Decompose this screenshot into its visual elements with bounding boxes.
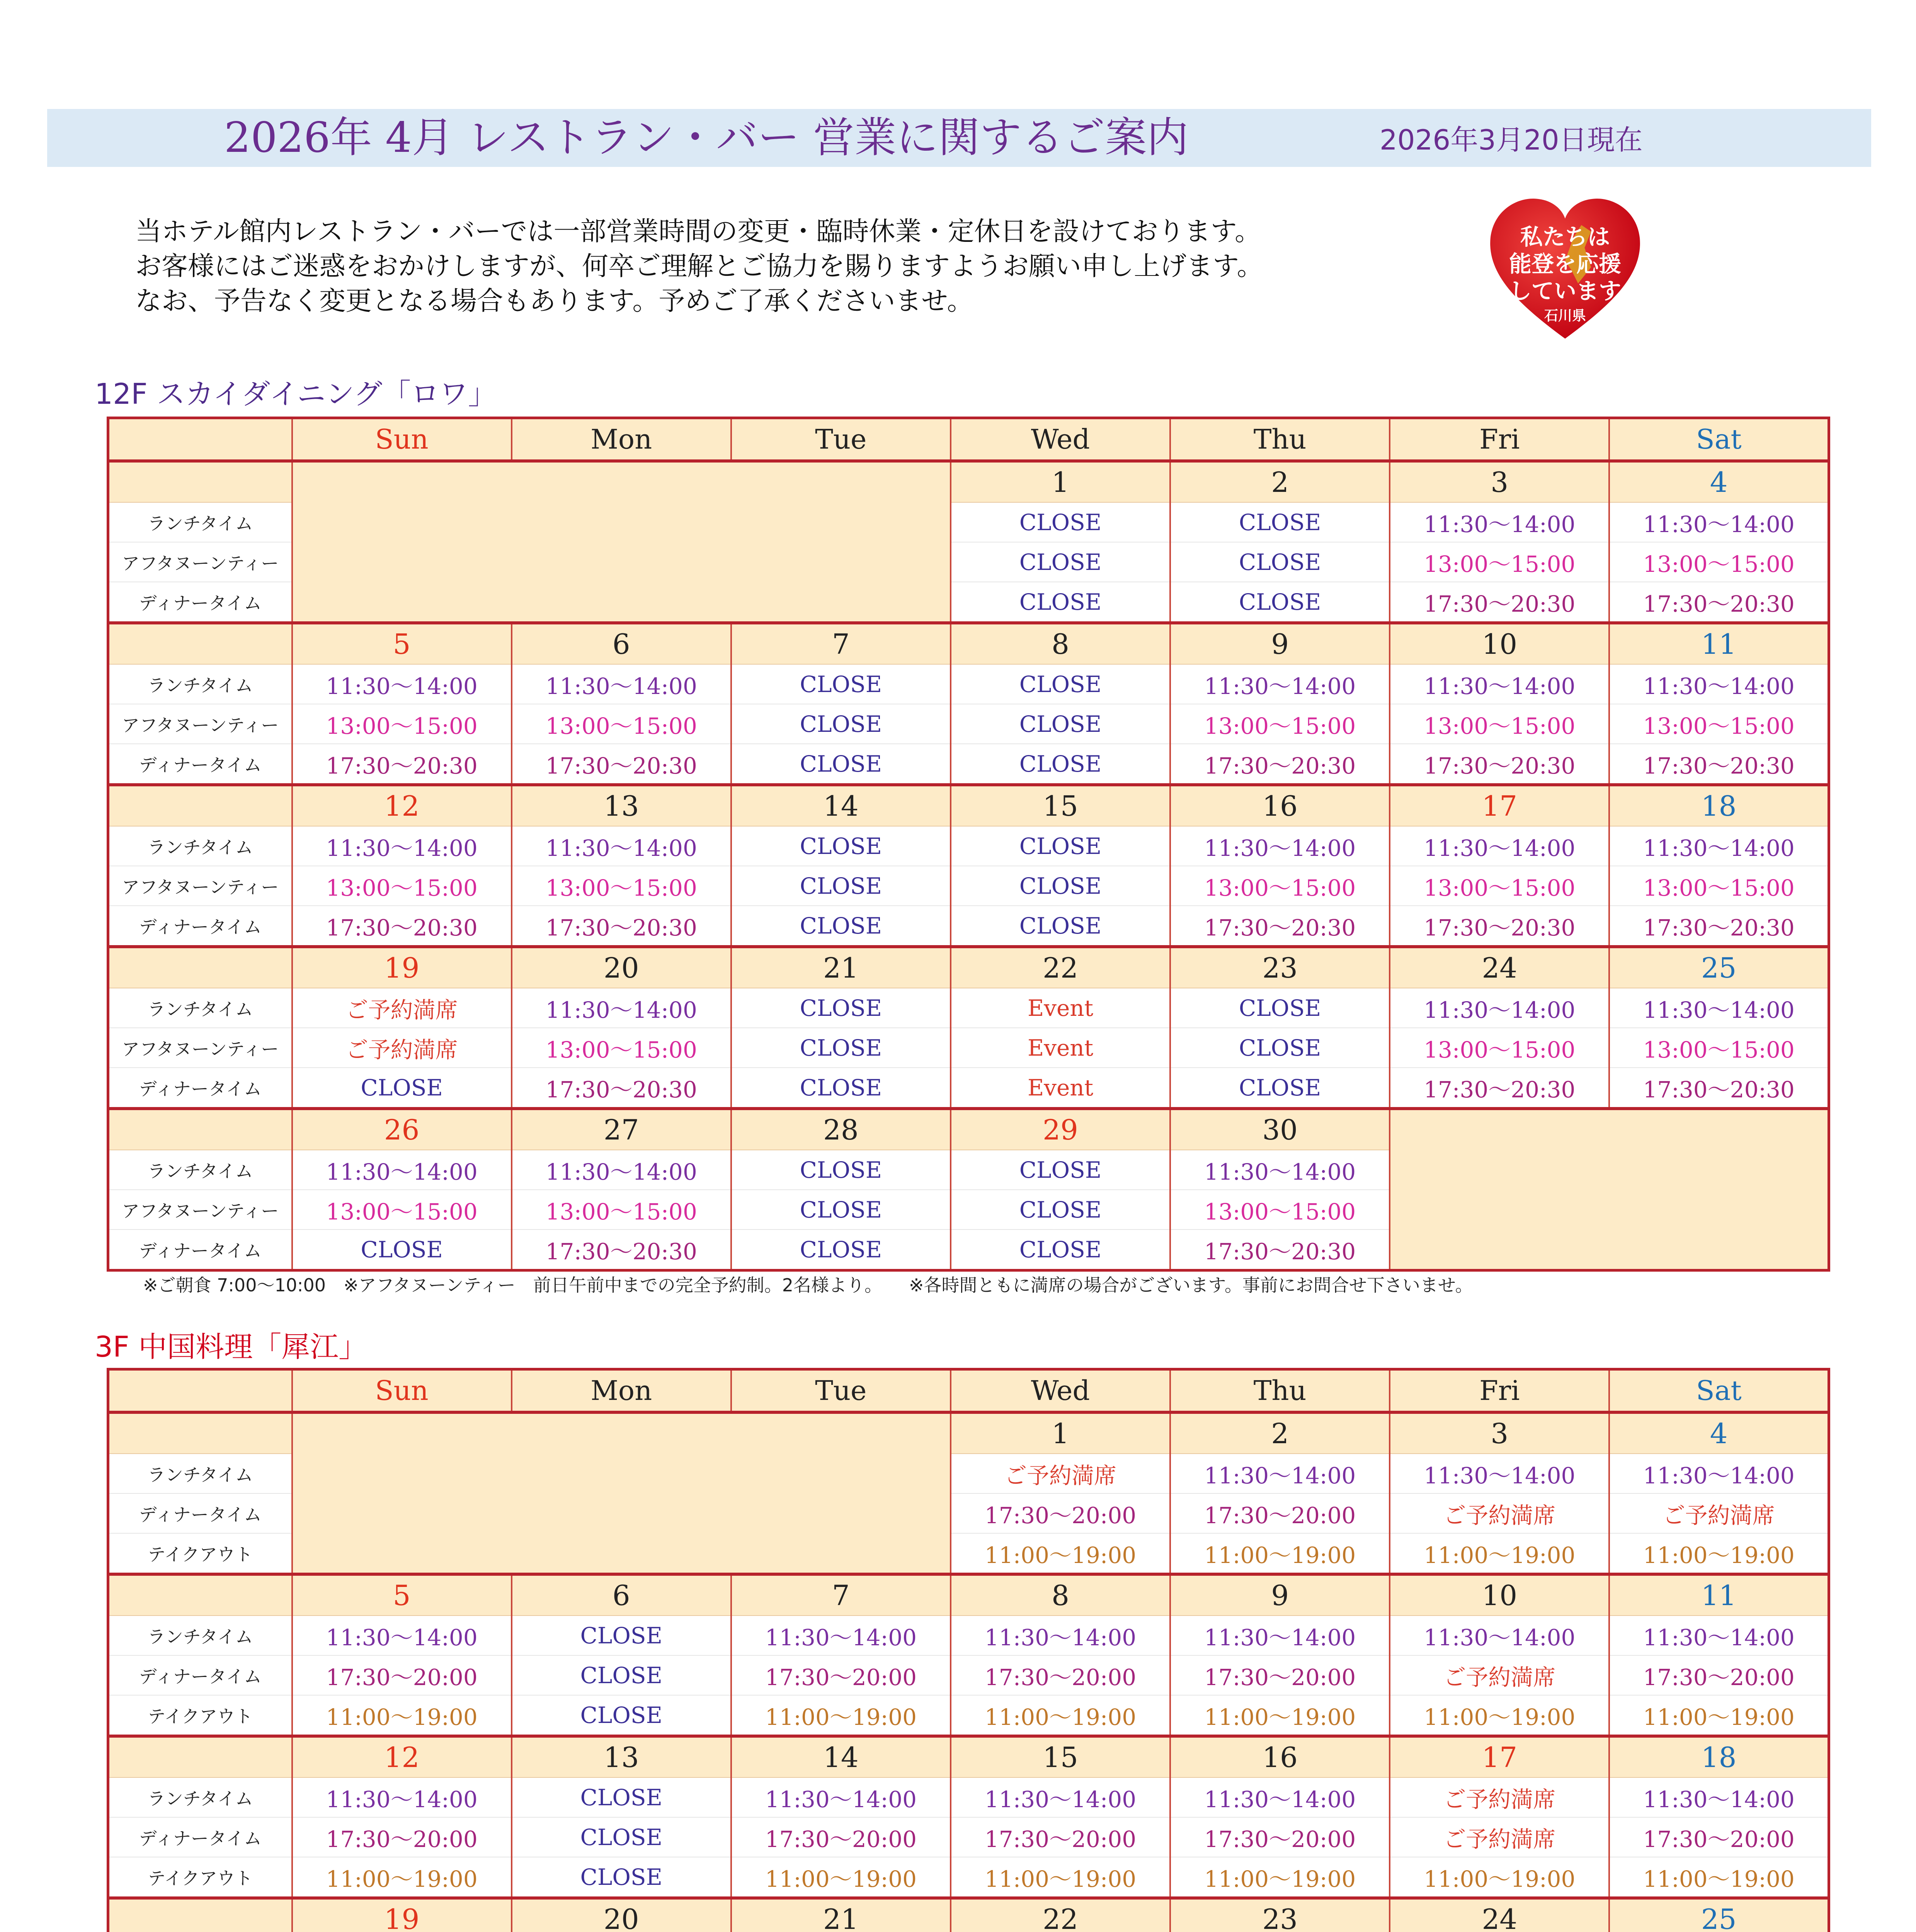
weekday-header: Tue <box>731 1369 951 1413</box>
header-corner <box>108 418 292 461</box>
schedule-cell: ご予約満席 <box>1390 1777 1609 1817</box>
day-number: 16 <box>1170 1736 1390 1777</box>
day-number: 13 <box>512 785 731 826</box>
schedule-cell: CLOSE <box>731 906 951 947</box>
schedule-cell: CLOSE <box>731 1068 951 1109</box>
schedule-cell: CLOSE <box>731 1150 951 1190</box>
schedule-cell: 17:30～20:30 <box>512 1230 731 1270</box>
time-slot-label: アフタヌーンティー <box>108 1028 292 1068</box>
weekday-header: Wed <box>951 418 1170 461</box>
schedule-cell: CLOSE <box>512 1695 731 1736</box>
schedule-cell: ご予約満席 <box>1609 1493 1829 1533</box>
schedule-cell: CLOSE <box>731 704 951 744</box>
schedule-cell: ご予約満席 <box>292 988 512 1028</box>
schedule-cell: 11:00～19:00 <box>1390 1695 1609 1736</box>
day-number: 4 <box>1609 1412 1829 1454</box>
schedule-cell: 11:00～19:00 <box>1390 1857 1609 1898</box>
schedule-cell: CLOSE <box>951 502 1170 542</box>
schedule-cell: 11:30～14:00 <box>1609 1616 1829 1655</box>
schedule-cell: CLOSE <box>951 744 1170 785</box>
schedule-cell: 17:30～20:00 <box>292 1655 512 1695</box>
schedule-cell: 11:30～14:00 <box>1390 664 1609 704</box>
schedule-cell: 11:00～19:00 <box>1170 1695 1390 1736</box>
schedule-cell: 11:30～14:00 <box>1609 664 1829 704</box>
day-number: 19 <box>292 1898 512 1932</box>
time-slot-label: ディナータイム <box>108 1655 292 1695</box>
day-number: 10 <box>1390 1574 1609 1616</box>
empty-cell <box>1390 1109 1829 1270</box>
day-number: 30 <box>1170 1109 1390 1150</box>
schedule-cell: 17:30～20:30 <box>292 906 512 947</box>
schedule-cell: 13:00～15:00 <box>1609 704 1829 744</box>
time-slot-label: ディナータイム <box>108 906 292 947</box>
schedule-cell: 11:00～19:00 <box>1170 1533 1390 1574</box>
date-label-cell <box>108 1736 292 1777</box>
schedule-cell: 11:30～14:00 <box>1170 1150 1390 1190</box>
schedule-cell: 11:30～14:00 <box>292 664 512 704</box>
day-number: 24 <box>1390 947 1609 988</box>
schedule-cell: 11:00～19:00 <box>1609 1533 1829 1574</box>
schedule-cell: CLOSE <box>731 1230 951 1270</box>
day-number: 6 <box>512 1574 731 1616</box>
schedule-cell: 17:30～20:30 <box>1609 906 1829 947</box>
schedule-cell: CLOSE <box>731 988 951 1028</box>
day-number: 11 <box>1609 623 1829 664</box>
schedule-cell: Event <box>951 988 1170 1028</box>
schedule-cell: 11:00～19:00 <box>1609 1695 1829 1736</box>
day-number: 2 <box>1170 1412 1390 1454</box>
schedule-cell: 11:30～14:00 <box>1170 664 1390 704</box>
weekday-header: Fri <box>1390 1369 1609 1413</box>
day-number: 1 <box>951 461 1170 502</box>
day-number: 10 <box>1390 623 1609 664</box>
schedule-cell: CLOSE <box>731 1028 951 1068</box>
weekday-header: Fri <box>1390 418 1609 461</box>
weekday-header: Mon <box>512 1369 731 1413</box>
badge-line: 能登を応援 <box>1509 251 1621 277</box>
schedule-cell: 11:30～14:00 <box>1609 502 1829 542</box>
time-slot-label: ランチタイム <box>108 826 292 866</box>
schedule-cell: CLOSE <box>512 1616 731 1655</box>
day-number: 20 <box>512 947 731 988</box>
date-label-cell <box>108 947 292 988</box>
schedule-cell: CLOSE <box>1170 1028 1390 1068</box>
schedule-cell: 13:00～15:00 <box>1170 1190 1390 1230</box>
time-slot-label: ディナータイム <box>108 1493 292 1533</box>
badge-line: 石川県 <box>1544 308 1586 324</box>
time-slot-label: ディナータイム <box>108 744 292 785</box>
schedule-cell: CLOSE <box>1170 502 1390 542</box>
schedule-cell: 13:00～15:00 <box>512 704 731 744</box>
schedule-cell: 17:30～20:00 <box>1170 1817 1390 1857</box>
time-slot-label: ランチタイム <box>108 1454 292 1493</box>
schedule-cell: 11:30～14:00 <box>1609 1454 1829 1493</box>
notice-line: 当ホテル館内レストラン・バーでは一部営業時間の変更・臨時休業・定休日を設けております。 <box>135 216 1261 247</box>
empty-cell <box>292 461 951 623</box>
time-slot-label: テイクアウト <box>108 1695 292 1736</box>
schedule-cell: CLOSE <box>731 866 951 906</box>
time-slot-label: ディナータイム <box>108 1230 292 1270</box>
date-label-cell <box>108 461 292 502</box>
schedule-cell: 17:30～20:30 <box>1390 744 1609 785</box>
schedule-cell: CLOSE <box>951 866 1170 906</box>
schedule-cell: CLOSE <box>1170 1068 1390 1109</box>
day-number: 19 <box>292 947 512 988</box>
schedule-cell: 13:00～15:00 <box>292 866 512 906</box>
schedule-cell: ご予約満席 <box>1390 1817 1609 1857</box>
schedule-cell: 11:00～19:00 <box>951 1857 1170 1898</box>
time-slot-label: ランチタイム <box>108 664 292 704</box>
time-slot-label: ランチタイム <box>108 1616 292 1655</box>
day-number: 8 <box>951 623 1170 664</box>
lowa-note: ※ご朝食 7:00～10:00 ※アフタヌーンティー 前日午前中までの完全予約制。2名様より。 ※各時間ともに満席の場合がございます。事前にお問合せ下さいませ。 <box>143 1275 1473 1296</box>
schedule-cell: 17:30～20:30 <box>1170 906 1390 947</box>
schedule-cell: 11:30～14:00 <box>951 1777 1170 1817</box>
day-number: 13 <box>512 1736 731 1777</box>
day-number: 7 <box>731 623 951 664</box>
day-number: 28 <box>731 1109 951 1150</box>
schedule-cell: 17:30～20:00 <box>1170 1655 1390 1695</box>
time-slot-label: アフタヌーンティー <box>108 704 292 744</box>
schedule-cell: CLOSE <box>731 744 951 785</box>
schedule-cell: CLOSE <box>951 1150 1170 1190</box>
schedule-cell: 11:00～19:00 <box>1170 1857 1390 1898</box>
day-number: 24 <box>1390 1898 1609 1932</box>
schedule-cell: CLOSE <box>951 1190 1170 1230</box>
time-slot-label: アフタヌーンティー <box>108 866 292 906</box>
day-number: 11 <box>1609 1574 1829 1616</box>
day-number: 29 <box>951 1109 1170 1150</box>
schedule-cell: ご予約満席 <box>1390 1655 1609 1695</box>
day-number: 4 <box>1609 461 1829 502</box>
schedule-cell: 11:30～14:00 <box>1609 1777 1829 1817</box>
schedule-cell: 11:30～14:00 <box>512 664 731 704</box>
schedule-cell: 11:30～14:00 <box>512 1150 731 1190</box>
schedule-cell: 11:30～14:00 <box>951 1616 1170 1655</box>
time-slot-label: アフタヌーンティー <box>108 1190 292 1230</box>
time-slot-label: ディナータイム <box>108 582 292 623</box>
day-number: 18 <box>1609 785 1829 826</box>
schedule-cell: 17:30～20:00 <box>731 1817 951 1857</box>
schedule-cell: 11:30～14:00 <box>731 1616 951 1655</box>
weekday-header: Sun <box>292 418 512 461</box>
day-number: 2 <box>1170 461 1390 502</box>
schedule-cell: 13:00～15:00 <box>512 866 731 906</box>
schedule-cell: 17:30～20:00 <box>951 1817 1170 1857</box>
schedule-cell: CLOSE <box>1170 542 1390 582</box>
day-number: 3 <box>1390 461 1609 502</box>
schedule-cell: 13:00～15:00 <box>292 1190 512 1230</box>
schedule-cell: 17:30～20:30 <box>1390 906 1609 947</box>
saikou-schedule-table <box>107 1368 1830 1932</box>
day-number: 21 <box>731 947 951 988</box>
schedule-cell: 11:30～14:00 <box>1390 502 1609 542</box>
day-number: 23 <box>1170 947 1390 988</box>
schedule-cell: 11:30～14:00 <box>292 1150 512 1190</box>
schedule-cell: 13:00～15:00 <box>512 1028 731 1068</box>
day-number: 25 <box>1609 947 1829 988</box>
day-number: 17 <box>1390 785 1609 826</box>
schedule-cell: 13:00～15:00 <box>292 704 512 744</box>
time-slot-label: ランチタイム <box>108 502 292 542</box>
schedule-cell: 11:30～14:00 <box>1170 826 1390 866</box>
day-number: 15 <box>951 785 1170 826</box>
schedule-cell: 17:30～20:30 <box>1390 1068 1609 1109</box>
notice-line: お客様にはご迷惑をおかけしますが、何卒ご理解とご協力を賜りますようお願い申し上げます。 <box>135 251 1263 282</box>
day-number: 14 <box>731 785 951 826</box>
schedule-cell: 11:00～19:00 <box>292 1857 512 1898</box>
day-number: 15 <box>951 1736 1170 1777</box>
schedule-cell: 11:30～14:00 <box>1609 826 1829 866</box>
schedule-cell: 17:30～20:00 <box>951 1655 1170 1695</box>
day-number: 21 <box>731 1898 951 1932</box>
schedule-cell: 17:30～20:30 <box>1390 582 1609 623</box>
day-number: 22 <box>951 947 1170 988</box>
time-slot-label: ランチタイム <box>108 1777 292 1817</box>
schedule-cell: CLOSE <box>1170 582 1390 623</box>
schedule-cell: 17:30～20:30 <box>1609 582 1829 623</box>
schedule-cell: 17:30～20:00 <box>731 1655 951 1695</box>
day-number: 27 <box>512 1109 731 1150</box>
schedule-cell: 11:30～14:00 <box>1390 826 1609 866</box>
schedule-cell: 13:00～15:00 <box>1609 542 1829 582</box>
day-number: 1 <box>951 1412 1170 1454</box>
date-label-cell <box>108 1574 292 1616</box>
weekday-header: Thu <box>1170 1369 1390 1413</box>
schedule-cell: 11:30～14:00 <box>512 826 731 866</box>
schedule-cell: 11:00～19:00 <box>292 1695 512 1736</box>
schedule-cell: 13:00～15:00 <box>1609 866 1829 906</box>
schedule-cell: 11:30～14:00 <box>1609 988 1829 1028</box>
schedule-cell: CLOSE <box>292 1068 512 1109</box>
day-number: 18 <box>1609 1736 1829 1777</box>
weekday-header: Sun <box>292 1369 512 1413</box>
schedule-cell: 17:30～20:00 <box>292 1817 512 1857</box>
day-number: 8 <box>951 1574 1170 1616</box>
date-label-cell <box>108 1898 292 1932</box>
date-label-cell <box>108 623 292 664</box>
schedule-cell: CLOSE <box>951 664 1170 704</box>
schedule-cell: 13:00～15:00 <box>1390 704 1609 744</box>
time-slot-label: ランチタイム <box>108 988 292 1028</box>
weekday-header: Tue <box>731 418 951 461</box>
schedule-cell: 13:00～15:00 <box>512 1190 731 1230</box>
schedule-cell: 11:00～19:00 <box>951 1695 1170 1736</box>
schedule-cell: CLOSE <box>951 582 1170 623</box>
badge-line: 私たちは <box>1520 224 1610 250</box>
day-number: 12 <box>292 1736 512 1777</box>
day-number: 22 <box>951 1898 1170 1932</box>
weekday-header: Sat <box>1609 418 1829 461</box>
day-number: 20 <box>512 1898 731 1932</box>
date-label-cell <box>108 1109 292 1150</box>
time-slot-label: ディナータイム <box>108 1817 292 1857</box>
schedule-cell: 11:30～14:00 <box>292 826 512 866</box>
schedule-cell: 17:30～20:30 <box>1609 744 1829 785</box>
schedule-cell: CLOSE <box>951 826 1170 866</box>
schedule-cell: CLOSE <box>731 826 951 866</box>
schedule-cell: 17:30～20:30 <box>512 744 731 785</box>
header-corner <box>108 1369 292 1413</box>
day-number: 6 <box>512 623 731 664</box>
schedule-cell: CLOSE <box>512 1655 731 1695</box>
badge-line: しています <box>1509 278 1621 304</box>
schedule-cell: 11:30～14:00 <box>1390 1616 1609 1655</box>
date-label-cell <box>108 1412 292 1454</box>
schedule-cell: 17:30～20:30 <box>512 1068 731 1109</box>
schedule-cell: CLOSE <box>951 906 1170 947</box>
schedule-cell: 13:00～15:00 <box>1170 704 1390 744</box>
schedule-cell: 13:00～15:00 <box>1170 866 1390 906</box>
weekday-header: Sat <box>1609 1369 1829 1413</box>
schedule-cell: CLOSE <box>512 1817 731 1857</box>
schedule-cell: 11:30～14:00 <box>512 988 731 1028</box>
weekday-header: Thu <box>1170 418 1390 461</box>
page-title: 2026年 4月 レストラン・バー 営業に関するご案内 <box>224 114 1189 162</box>
day-number: 23 <box>1170 1898 1390 1932</box>
day-number: 14 <box>731 1736 951 1777</box>
schedule-cell: 17:30～20:00 <box>1609 1655 1829 1695</box>
schedule-cell: 11:30～14:00 <box>731 1777 951 1817</box>
day-number: 9 <box>1170 1574 1390 1616</box>
day-number: 25 <box>1609 1898 1829 1932</box>
day-number: 12 <box>292 785 512 826</box>
weekday-header: Mon <box>512 418 731 461</box>
day-number: 7 <box>731 1574 951 1616</box>
time-slot-label: アフタヌーンティー <box>108 542 292 582</box>
day-number: 5 <box>292 623 512 664</box>
schedule-cell: 11:30～14:00 <box>1390 1454 1609 1493</box>
schedule-cell: 11:00～19:00 <box>1609 1857 1829 1898</box>
schedule-cell: 11:30～14:00 <box>1170 1616 1390 1655</box>
schedule-cell: 13:00～15:00 <box>1390 866 1609 906</box>
schedule-cell: Event <box>951 1028 1170 1068</box>
notice-line: なお、予告なく変更となる場合もあります。予めご了承くださいませ。 <box>135 286 973 316</box>
schedule-cell: 17:30～20:30 <box>512 906 731 947</box>
lowa-schedule-table <box>107 417 1830 1272</box>
schedule-cell: ご予約満席 <box>1390 1493 1609 1533</box>
day-number: 9 <box>1170 623 1390 664</box>
schedule-cell: 11:30～14:00 <box>1170 1777 1390 1817</box>
schedule-cell: Event <box>951 1068 1170 1109</box>
schedule-cell: 11:30～14:00 <box>1390 988 1609 1028</box>
notice <box>135 214 1263 319</box>
empty-cell <box>292 1412 951 1574</box>
schedule-cell: CLOSE <box>731 1190 951 1230</box>
time-slot-label: ランチタイム <box>108 1150 292 1190</box>
schedule-cell: 11:30～14:00 <box>292 1616 512 1655</box>
day-number: 16 <box>1170 785 1390 826</box>
schedule-cell: CLOSE <box>512 1857 731 1898</box>
schedule-cell: 13:00～15:00 <box>1390 1028 1609 1068</box>
schedule-cell: 13:00～15:00 <box>1609 1028 1829 1068</box>
schedule-cell: 17:30～20:00 <box>951 1493 1170 1533</box>
schedule-cell: CLOSE <box>292 1230 512 1270</box>
schedule-cell: 11:00～19:00 <box>951 1533 1170 1574</box>
day-number: 17 <box>1390 1736 1609 1777</box>
schedule-cell: ご予約満席 <box>292 1028 512 1068</box>
day-number: 3 <box>1390 1412 1609 1454</box>
schedule-cell: 17:30～20:00 <box>1170 1493 1390 1533</box>
time-slot-label: ディナータイム <box>108 1068 292 1109</box>
schedule-cell: CLOSE <box>951 542 1170 582</box>
weekday-header: Wed <box>951 1369 1170 1413</box>
schedule-cell: 17:30～20:30 <box>1170 1230 1390 1270</box>
time-slot-label: テイクアウト <box>108 1857 292 1898</box>
section-title-saikou: 3F 中国料理「犀江」 <box>95 1330 368 1364</box>
schedule-cell: 11:00～19:00 <box>731 1857 951 1898</box>
schedule-cell: 17:30～20:30 <box>292 744 512 785</box>
schedule-cell: CLOSE <box>951 1230 1170 1270</box>
schedule-cell: CLOSE <box>731 664 951 704</box>
schedule-cell: ご予約満席 <box>951 1454 1170 1493</box>
day-number: 5 <box>292 1574 512 1616</box>
day-number: 26 <box>292 1109 512 1150</box>
schedule-cell: 13:00～15:00 <box>1390 542 1609 582</box>
section-title-lowa: 12F スカイダイニング「ロワ」 <box>95 378 497 411</box>
schedule-cell: 11:30～14:00 <box>292 1777 512 1817</box>
schedule-cell: 17:30～20:30 <box>1170 744 1390 785</box>
schedule-cell: 11:30～14:00 <box>1170 1454 1390 1493</box>
noto-support-badge <box>1484 189 1646 352</box>
date-label-cell <box>108 785 292 826</box>
schedule-cell: CLOSE <box>1170 988 1390 1028</box>
schedule-cell: CLOSE <box>512 1777 731 1817</box>
schedule-cell: 11:00～19:00 <box>1390 1533 1609 1574</box>
time-slot-label: テイクアウト <box>108 1533 292 1574</box>
schedule-cell: 17:30～20:30 <box>1609 1068 1829 1109</box>
schedule-cell: 17:30～20:00 <box>1609 1817 1829 1857</box>
as-of-date: 2026年3月20日現在 <box>1380 124 1643 156</box>
schedule-cell: 11:00～19:00 <box>731 1695 951 1736</box>
schedule-cell: CLOSE <box>951 704 1170 744</box>
